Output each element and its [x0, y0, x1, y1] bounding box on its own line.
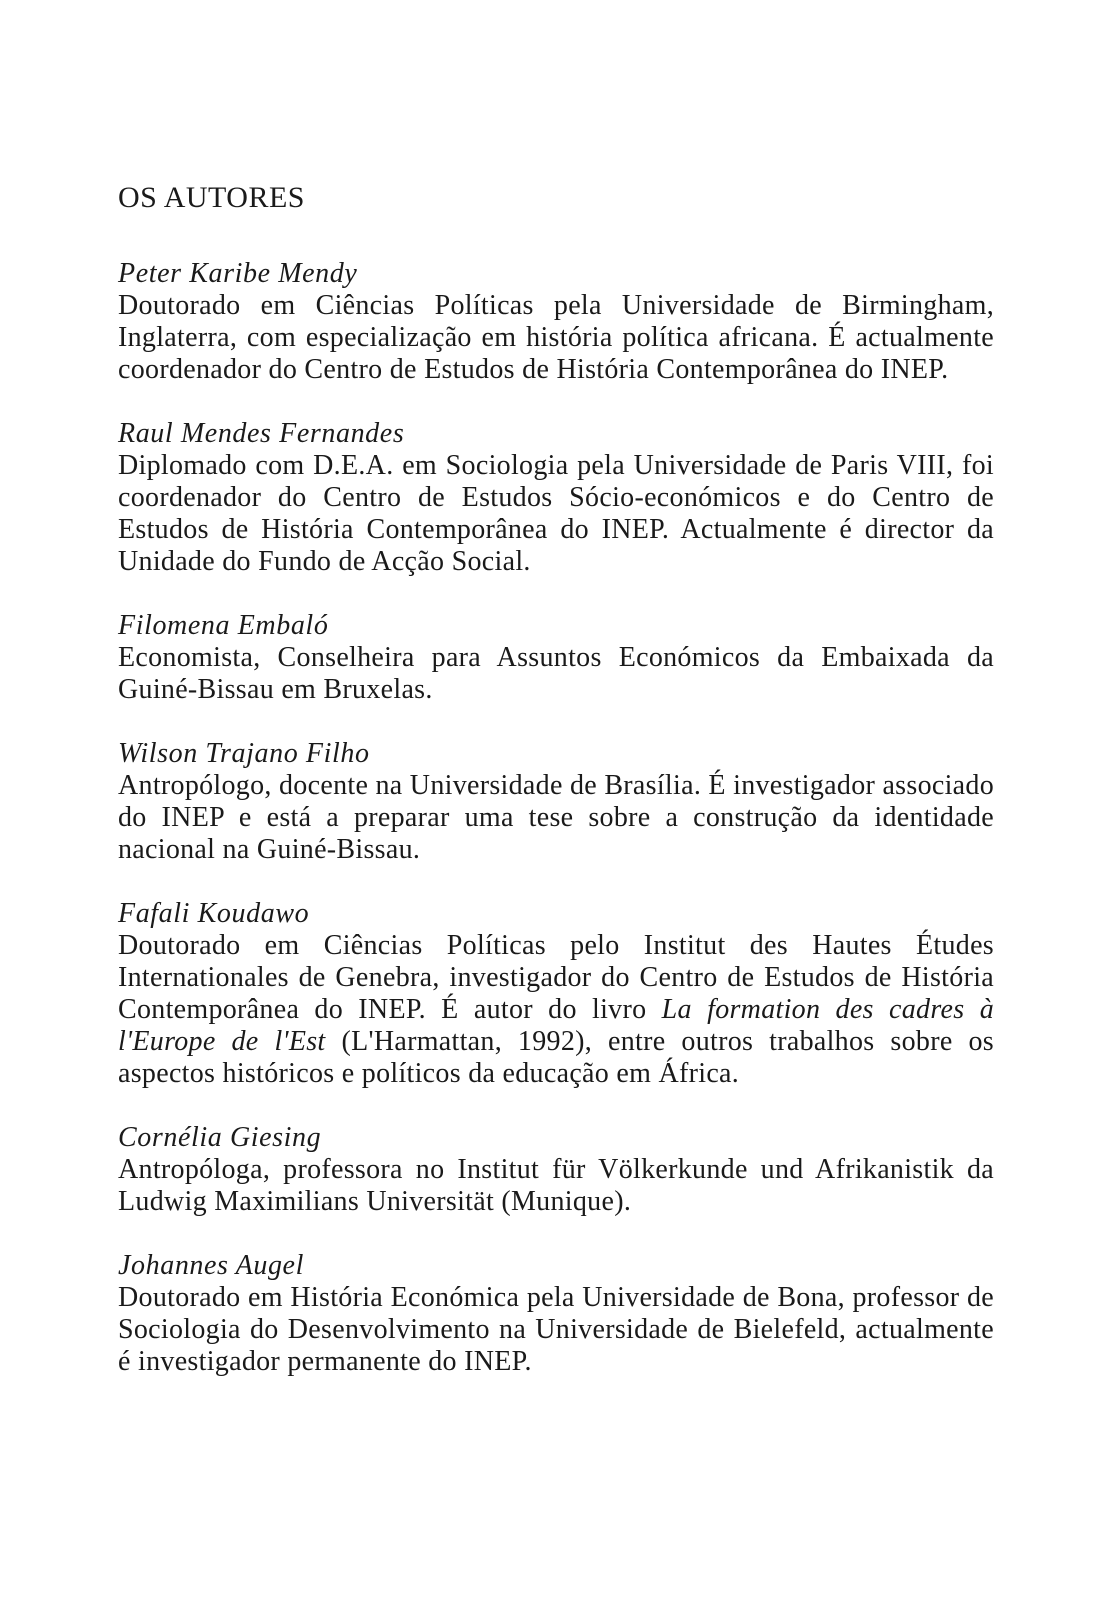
- author-name: Raul Mendes Fernandes: [118, 418, 405, 449]
- book-title: La formation des cadres à l'Europe de l'Est: [118, 994, 994, 1057]
- page-title: OS AUTORES: [118, 181, 305, 214]
- author-bio-text: Doutorado em Ciências Políticas pelo Institut des Hautes Études Internationales de Genebra, investigador do Centro de Estudos de História Contemporânea do INEP. É autor do livro: [118, 930, 994, 1025]
- author-entry: [118, 898, 994, 1090]
- author-name: Peter Karibe Mendy: [118, 258, 358, 289]
- author-bio: Doutorado em História Económica pela Universidade de Bona, professor de Sociologia do Desenvolvimento na Universidade de Bielefeld, actualmente é investigador permanente do INEP.: [118, 1282, 994, 1377]
- author-bio: [118, 930, 994, 1090]
- author-bio: Antropóloga, professora no Institut für Völkerkunde und Afrikanistik da Ludwig Maximilians Universität (Munique).: [118, 1154, 994, 1217]
- author-bio-text: (L'Harmattan, 1992), entre outros trabalhos sobre os aspectos históricos e políticos da educação em África.: [118, 1026, 994, 1089]
- author-name: Wilson Trajano Filho: [118, 738, 370, 769]
- page-content: [118, 180, 994, 1410]
- author-entry: [118, 418, 994, 578]
- author-bio: Diplomado com D.E.A. em Sociologia pela Universidade de Paris VIII, foi coordenador do Centro de Estudos Sócio-económicos e do Centro de Estudos de História Contemporânea do INEP. Actualmente é director da Unidade do Fundo de Acção Social.: [118, 450, 994, 577]
- author-bio: Antropólogo, docente na Universidade de Brasília. É investigador associado do INEP e está a preparar uma tese sobre a construção da identidade nacional na Guiné-Bissau.: [118, 770, 994, 865]
- author-bio: Doutorado em Ciências Políticas pela Universidade de Birmingham, Inglaterra, com especialização em história política africana. É actualmente coordenador do Centro de Estudos de História Contemporânea do INEP.: [118, 290, 994, 385]
- author-entry: [118, 1250, 994, 1378]
- author-name: Filomena Embaló: [118, 610, 329, 641]
- author-entry: [118, 610, 994, 706]
- author-name: Cornélia Giesing: [118, 1122, 322, 1153]
- author-name: Johannes Augel: [118, 1250, 304, 1281]
- author-name: Fafali Koudawo: [118, 898, 310, 929]
- author-entry: [118, 738, 994, 866]
- author-entry: [118, 1122, 994, 1218]
- author-bio: Economista, Conselheira para Assuntos Económicos da Embaixada da Guiné-Bissau em Bruxelas.: [118, 642, 994, 705]
- author-entry: [118, 258, 994, 386]
